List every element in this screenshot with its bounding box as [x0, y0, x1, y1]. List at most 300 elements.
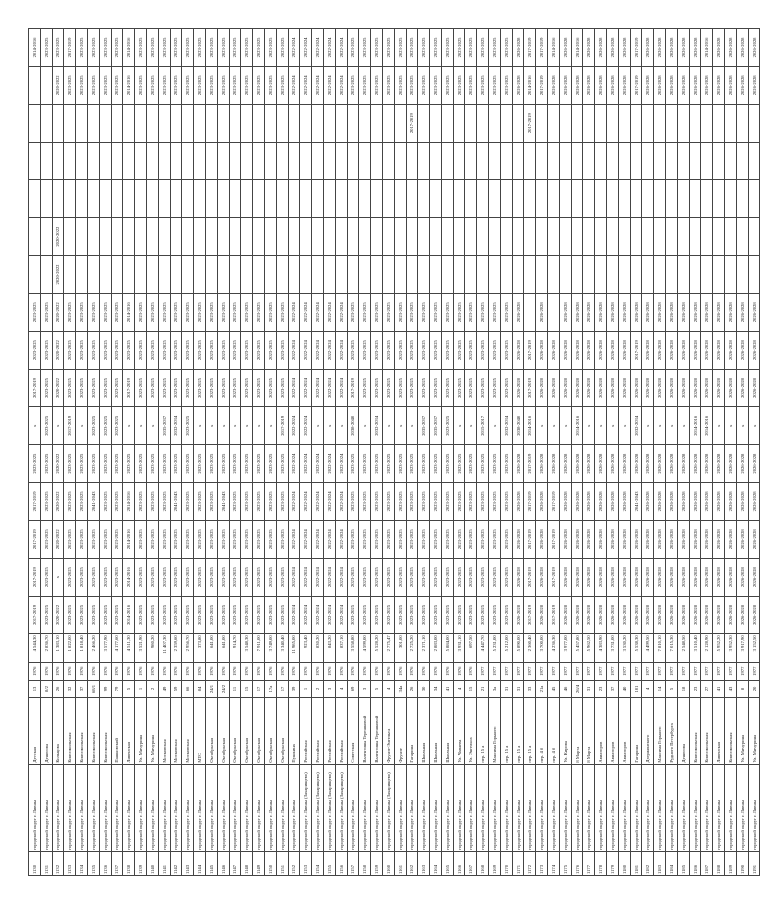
- period-cell: 2023-2025: [29, 445, 41, 483]
- period-cell: 2023-2025: [135, 596, 147, 634]
- table-row: [701, 29, 713, 876]
- period-cell: [441, 142, 453, 180]
- period-cell: 2023-2025: [406, 66, 418, 104]
- period-cell: 2023-2025: [489, 596, 501, 634]
- period-cell: 2023-2025: [264, 445, 276, 483]
- period-cell: 2023-2025: [371, 445, 383, 483]
- row-number-cell: 1144: [194, 851, 206, 875]
- street-cell: Максима Горького: [489, 698, 501, 764]
- period-cell: 2022-2024: [300, 293, 312, 331]
- row-number-cell: 1181: [630, 851, 642, 875]
- period-cell: 2023-2025: [441, 66, 453, 104]
- period-cell: [99, 256, 111, 294]
- period-cell: 2026-2028: [654, 520, 666, 558]
- period-cell: [205, 142, 217, 180]
- period-cell: 2026-2028: [642, 520, 654, 558]
- period-cell: 2023-2025: [406, 369, 418, 407]
- period-cell: [677, 256, 689, 294]
- period-cell: [347, 256, 359, 294]
- period-cell: 2022-2024: [300, 596, 312, 634]
- period-cell: [477, 180, 489, 218]
- period-cell: 2023-2025: [406, 558, 418, 596]
- year-built-cell: 1976: [146, 662, 158, 680]
- period-cell: [135, 256, 147, 294]
- period-cell: [677, 104, 689, 142]
- period-cell: 2023-2025: [170, 558, 182, 596]
- period-cell: 2023-2025: [382, 520, 394, 558]
- period-cell: [194, 218, 206, 256]
- row-number-cell: 1142: [170, 851, 182, 875]
- period-cell: 2023-2025: [441, 369, 453, 407]
- year-built-cell: 1977: [666, 662, 678, 680]
- row-number-cell: 1178: [595, 851, 607, 875]
- period-cell: [701, 104, 713, 142]
- street-cell: Школьная: [430, 698, 442, 764]
- period-cell: [654, 180, 666, 218]
- year-built-cell: 1976: [264, 662, 276, 680]
- period-cell: 2026-2028: [536, 520, 548, 558]
- street-cell: Ул. Мичурина: [748, 698, 760, 764]
- period-cell: [654, 142, 666, 180]
- period-cell: [666, 180, 678, 218]
- table-row: [312, 29, 324, 876]
- period-cell: [736, 256, 748, 294]
- row-number-cell: 1151: [276, 851, 288, 875]
- period-cell: 2023-2025: [217, 558, 229, 596]
- period-cell: [158, 104, 170, 142]
- period-cell: 2022-2024: [288, 29, 300, 67]
- period-cell: 2026-2028: [571, 293, 583, 331]
- period-cell: 2023-2025: [465, 369, 477, 407]
- row-number-cell: 1133: [64, 851, 76, 875]
- row-number-cell: 1130: [29, 851, 41, 875]
- area-cell: 980,20: [146, 634, 158, 662]
- house-number-cell: 45: [548, 680, 560, 698]
- house-number-cell: 68/1: [87, 680, 99, 698]
- period-cell: [194, 104, 206, 142]
- period-cell: 2022-2024: [288, 331, 300, 369]
- period-cell: 2022-2024: [335, 558, 347, 596]
- house-number-cell: 26/4: [571, 680, 583, 698]
- period-cell: [170, 256, 182, 294]
- municipality-cell: городской округ г. Ливны: [607, 764, 619, 851]
- street-cell: Денисова: [677, 698, 689, 764]
- house-number-cell: 99: [99, 680, 111, 698]
- period-cell: 2026-2028: [666, 596, 678, 634]
- period-cell: 2023-2025: [371, 293, 383, 331]
- period-cell: 2026-2028: [666, 445, 678, 483]
- period-cell: 2026-2028: [595, 596, 607, 634]
- period-cell: [595, 256, 607, 294]
- year-built-cell: 1977: [571, 662, 583, 680]
- period-cell: [618, 180, 630, 218]
- period-cell: 2026-2028: [701, 483, 713, 521]
- period-cell: 2023-2025: [489, 520, 501, 558]
- street-cell: Октябрьская: [241, 698, 253, 764]
- period-cell: [654, 256, 666, 294]
- area-cell: 5 890,00: [512, 634, 524, 662]
- period-cell: [618, 142, 630, 180]
- period-cell: 2023-2025: [111, 596, 123, 634]
- period-cell: 2023-2025: [40, 445, 52, 483]
- period-cell: 2023-2025: [406, 520, 418, 558]
- year-built-cell: 1976: [288, 662, 300, 680]
- period-cell: [64, 218, 76, 256]
- period-cell: 2017-2019: [347, 369, 359, 407]
- area-cell: 4 236,30: [548, 634, 560, 662]
- period-cell: 2026-2028: [536, 331, 548, 369]
- table-row: [182, 29, 194, 876]
- period-cell: [158, 180, 170, 218]
- period-cell: [312, 218, 324, 256]
- period-cell: 2023-2025: [406, 331, 418, 369]
- period-cell: [371, 218, 383, 256]
- period-cell: 2023-2025: [111, 369, 123, 407]
- year-built-cell: 1977: [642, 662, 654, 680]
- period-cell: [583, 180, 595, 218]
- period-cell: 2026-2028: [548, 331, 560, 369]
- period-cell: 2026-2028: [748, 558, 760, 596]
- municipality-cell: городской округ г. Ливны: [76, 764, 88, 851]
- period-cell: 2026-2028: [512, 29, 524, 67]
- period-cell: 2020-2022: [52, 520, 64, 558]
- row-number-cell: 1162: [406, 851, 418, 875]
- period-cell: 2026-2028: [630, 596, 642, 634]
- period-cell: [418, 256, 430, 294]
- municipality-cell: городской округ г. Ливны: [288, 764, 300, 851]
- period-cell: [512, 104, 524, 142]
- period-cell: [87, 218, 99, 256]
- period-cell: x: [618, 407, 630, 445]
- period-cell: [666, 104, 678, 142]
- period-cell: [182, 256, 194, 294]
- period-cell: 2026-2028: [701, 596, 713, 634]
- area-cell: 3 510,40: [689, 634, 701, 662]
- period-cell: [524, 180, 536, 218]
- table-row: [64, 29, 76, 876]
- period-cell: 2023-2025: [276, 369, 288, 407]
- area-cell: 2 466,20: [87, 634, 99, 662]
- period-cell: 2022-2024: [312, 29, 324, 67]
- municipality-cell: городской округ г. Ливны (Захарищево): [323, 764, 335, 851]
- year-built-cell: 1976: [182, 662, 194, 680]
- municipality-cell: городской округ г. Ливны: [217, 764, 229, 851]
- period-cell: 2023-2025: [371, 331, 383, 369]
- period-cell: [618, 104, 630, 142]
- period-cell: 2026-2028: [642, 558, 654, 596]
- period-cell: 2023-2025: [40, 29, 52, 67]
- period-cell: 2026-2028: [736, 293, 748, 331]
- row-number-cell: 1148: [241, 851, 253, 875]
- municipality-cell: городской округ г. Ливны: [264, 764, 276, 851]
- period-cell: 2026-2028: [559, 596, 571, 634]
- year-built-cell: 1976: [170, 662, 182, 680]
- street-cell: пер. 15 а: [477, 698, 489, 764]
- table-row: [725, 29, 737, 876]
- period-cell: 2023-2025: [111, 293, 123, 331]
- period-cell: x: [229, 407, 241, 445]
- period-cell: 2023-2025: [241, 483, 253, 521]
- period-cell: 2023-2025: [111, 407, 123, 445]
- house-number-cell: 3а: [489, 680, 501, 698]
- period-cell: 2022-2024: [323, 445, 335, 483]
- period-cell: 2023-2025: [382, 596, 394, 634]
- period-cell: 2023-2025: [64, 293, 76, 331]
- period-cell: [241, 142, 253, 180]
- period-cell: [111, 142, 123, 180]
- period-cell: [489, 142, 501, 180]
- house-number-cell: 24/1: [205, 680, 217, 698]
- period-cell: [288, 180, 300, 218]
- period-cell: 2026-2028: [725, 331, 737, 369]
- row-number-cell: 1169: [489, 851, 501, 875]
- period-cell: 2026-2028: [689, 369, 701, 407]
- period-cell: 2023-2025: [264, 483, 276, 521]
- period-cell: 2023-2025: [441, 407, 453, 445]
- period-cell: [52, 180, 64, 218]
- period-cell: 2023-2025: [146, 483, 158, 521]
- period-cell: [123, 142, 135, 180]
- row-number-cell: 1189: [725, 851, 737, 875]
- period-cell: 2026-2028: [559, 558, 571, 596]
- period-cell: 2023-2025: [40, 407, 52, 445]
- period-cell: [571, 142, 583, 180]
- period-cell: [276, 180, 288, 218]
- house-number-cell: 2: [146, 680, 158, 698]
- year-built-cell: 1976: [276, 662, 288, 680]
- period-cell: [512, 180, 524, 218]
- period-cell: 2023-2025: [111, 558, 123, 596]
- period-cell: 2023-2025: [170, 66, 182, 104]
- period-cell: 2022-2024: [323, 558, 335, 596]
- period-cell: [489, 104, 501, 142]
- period-cell: 2026-2028: [512, 293, 524, 331]
- period-cell: 2023-2025: [406, 293, 418, 331]
- period-cell: x: [725, 407, 737, 445]
- table-row: [666, 29, 678, 876]
- period-cell: 2026-2028: [725, 29, 737, 67]
- year-built-cell: 1976: [453, 662, 465, 680]
- period-cell: [264, 104, 276, 142]
- street-cell: Октябрьская: [205, 698, 217, 764]
- period-cell: [40, 142, 52, 180]
- table-row: [123, 29, 135, 876]
- street-cell: пер. 15 а: [524, 698, 536, 764]
- period-cell: 2023-2025: [217, 66, 229, 104]
- period-cell: 2020-2022: [52, 293, 64, 331]
- period-cell: 2023-2025: [229, 445, 241, 483]
- period-cell: 2014-2016: [701, 407, 713, 445]
- period-cell: 2026-2028: [571, 558, 583, 596]
- street-cell: Фрунзе: [394, 698, 406, 764]
- period-cell: 2026-2028: [548, 369, 560, 407]
- period-cell: 2023-2025: [418, 445, 430, 483]
- period-cell: 2023-2025: [99, 293, 111, 331]
- period-cell: 2023-2025: [465, 520, 477, 558]
- period-cell: [205, 256, 217, 294]
- row-number-cell: 1146: [217, 851, 229, 875]
- street-cell: Ул. Мичурина: [135, 698, 147, 764]
- period-cell: [194, 142, 206, 180]
- period-cell: 2022-2024: [312, 558, 324, 596]
- period-cell: 2023-2025: [135, 293, 147, 331]
- area-cell: 3 577,90: [99, 634, 111, 662]
- period-cell: [135, 218, 147, 256]
- period-cell: 2014-2016: [123, 29, 135, 67]
- period-cell: [630, 218, 642, 256]
- period-cell: 2023-2025: [158, 66, 170, 104]
- row-number-cell: 1137: [111, 851, 123, 875]
- period-cell: 2023-2025: [371, 596, 383, 634]
- row-number-cell: 1140: [146, 851, 158, 875]
- period-cell: 2023-2025: [477, 331, 489, 369]
- period-cell: [689, 180, 701, 218]
- period-cell: x: [52, 407, 64, 445]
- area-cell: 4 599,00: [359, 634, 371, 662]
- house-number-cell: 2: [312, 680, 324, 698]
- period-cell: 2026-2028: [536, 369, 548, 407]
- period-cell: 2014-2016: [123, 596, 135, 634]
- street-cell: Фрунзе-Энгельса: [382, 698, 394, 764]
- table-row: [194, 29, 206, 876]
- period-cell: 2026-2028: [677, 483, 689, 521]
- period-cell: 2023-2025: [205, 520, 217, 558]
- period-cell: [158, 256, 170, 294]
- street-cell: Комсомольская: [76, 698, 88, 764]
- period-cell: 2023-2025: [500, 445, 512, 483]
- period-cell: 2023-2025: [276, 331, 288, 369]
- period-cell: 2026-2028: [618, 29, 630, 67]
- period-cell: 2023-2025: [135, 369, 147, 407]
- period-cell: 2026-2028: [642, 293, 654, 331]
- period-cell: 2023-2025: [418, 520, 430, 558]
- period-cell: [725, 218, 737, 256]
- table-row: [205, 29, 217, 876]
- house-number-cell: 14: [654, 680, 666, 698]
- period-cell: [276, 256, 288, 294]
- period-cell: 2026-2028: [618, 369, 630, 407]
- period-cell: x: [264, 407, 276, 445]
- period-cell: [453, 142, 465, 180]
- municipality-cell: городской округ г. Ливны: [394, 764, 406, 851]
- period-cell: 2023-2025: [182, 445, 194, 483]
- house-number-cell: 8/2: [40, 680, 52, 698]
- area-cell: 5 884,00: [441, 634, 453, 662]
- period-cell: [465, 142, 477, 180]
- period-cell: [87, 180, 99, 218]
- period-cell: 2026-2028: [607, 596, 619, 634]
- period-cell: 2026-2028: [713, 445, 725, 483]
- period-cell: x: [76, 407, 88, 445]
- period-cell: [725, 256, 737, 294]
- period-cell: 2014-2016: [701, 29, 713, 67]
- period-cell: x: [382, 407, 394, 445]
- period-cell: 2015-2017: [477, 407, 489, 445]
- period-cell: 2026-2028: [595, 29, 607, 67]
- period-cell: [406, 180, 418, 218]
- row-number-cell: 1161: [394, 851, 406, 875]
- period-cell: 2026-2028: [736, 331, 748, 369]
- row-number-cell: 1171: [512, 851, 524, 875]
- period-cell: 2022-2024: [288, 369, 300, 407]
- year-built-cell: 1977: [630, 662, 642, 680]
- period-cell: [359, 180, 371, 218]
- period-cell: 2041-2043: [87, 483, 99, 521]
- area-cell: 4 383,90: [595, 634, 607, 662]
- period-cell: 2023-2025: [347, 558, 359, 596]
- period-cell: 2023-2025: [146, 331, 158, 369]
- municipality-cell: городской округ г. Ливны: [276, 764, 288, 851]
- period-cell: [194, 180, 206, 218]
- year-built-cell: 1976: [371, 662, 383, 680]
- street-cell: пер. 15 а: [500, 698, 512, 764]
- period-cell: [264, 256, 276, 294]
- area-cell: 641,00: [205, 634, 217, 662]
- area-cell: 373,80: [194, 634, 206, 662]
- period-cell: 2023-2025: [477, 445, 489, 483]
- period-cell: 2023-2025: [394, 293, 406, 331]
- house-number-cell: 46: [559, 680, 571, 698]
- period-cell: 2023-2025: [146, 445, 158, 483]
- period-cell: 2023-2025: [453, 331, 465, 369]
- house-number-cell: 101: [630, 680, 642, 698]
- period-cell: [87, 104, 99, 142]
- period-cell: 2023-2025: [205, 558, 217, 596]
- period-cell: 2026-2028: [654, 596, 666, 634]
- row-number-cell: 1165: [441, 851, 453, 875]
- period-cell: 2026-2028: [701, 520, 713, 558]
- period-cell: x: [194, 407, 206, 445]
- period-cell: 2023-2025: [123, 331, 135, 369]
- table-row: [394, 29, 406, 876]
- period-cell: [736, 142, 748, 180]
- period-cell: 2023-2025: [170, 520, 182, 558]
- street-cell: Октябрьская: [276, 698, 288, 764]
- period-cell: 2022-2024: [335, 596, 347, 634]
- period-cell: [158, 142, 170, 180]
- municipality-cell: городской округ г. Ливны: [99, 764, 111, 851]
- year-built-cell: 1977: [500, 662, 512, 680]
- period-cell: 2026-2028: [677, 66, 689, 104]
- period-cell: [418, 142, 430, 180]
- municipality-cell: городской округ г. Ливны: [406, 764, 418, 851]
- area-cell: 7 810,10: [654, 634, 666, 662]
- period-cell: [123, 104, 135, 142]
- period-cell: [300, 104, 312, 142]
- period-cell: 2023-2025: [477, 596, 489, 634]
- period-cell: 2023-2025: [453, 369, 465, 407]
- period-cell: [29, 104, 41, 142]
- area-cell: 5 538,30: [630, 634, 642, 662]
- period-cell: x: [123, 407, 135, 445]
- period-cell: 2023-2025: [500, 369, 512, 407]
- period-cell: 2041-2043: [217, 483, 229, 521]
- period-cell: [111, 180, 123, 218]
- table-row: [559, 29, 571, 876]
- period-cell: 2026-2028: [548, 66, 560, 104]
- street-cell: Российская: [300, 698, 312, 764]
- table-row: [736, 29, 748, 876]
- period-cell: 2026-2028: [583, 520, 595, 558]
- period-cell: 2026-2028: [583, 596, 595, 634]
- street-cell: Гагарина: [630, 698, 642, 764]
- period-cell: [548, 180, 560, 218]
- period-cell: 2017-2019: [630, 331, 642, 369]
- period-cell: 2022-2024: [323, 66, 335, 104]
- period-cell: 2023-2025: [229, 293, 241, 331]
- period-cell: [312, 256, 324, 294]
- period-cell: 2026-2028: [630, 293, 642, 331]
